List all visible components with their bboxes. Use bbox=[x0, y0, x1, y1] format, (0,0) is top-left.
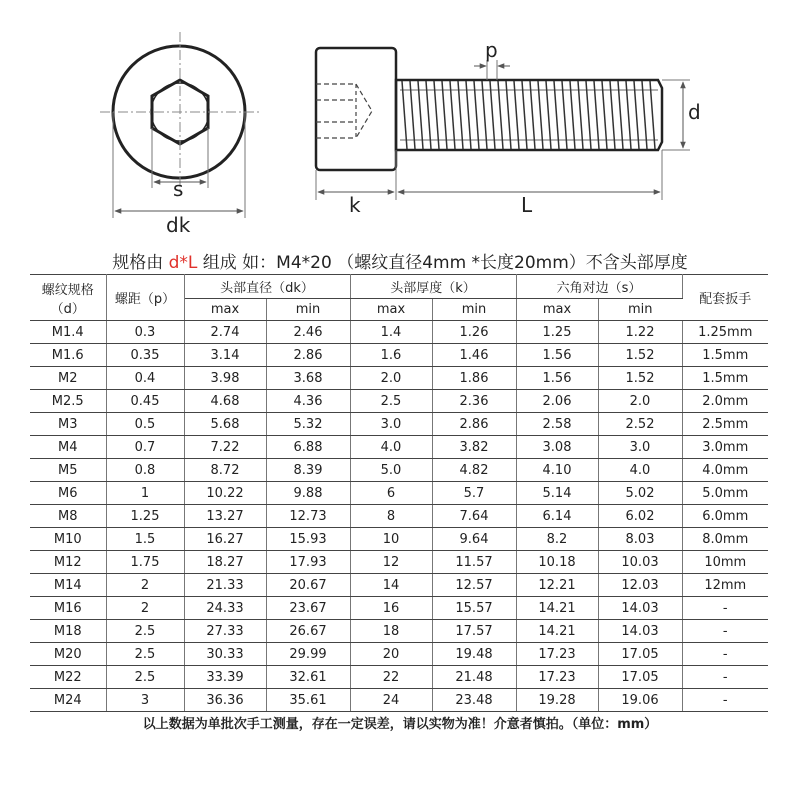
cell-pitch: 1.75 bbox=[106, 551, 184, 574]
cell-thread: M8 bbox=[30, 505, 106, 528]
cell-head-dia-min: 35.61 bbox=[266, 689, 350, 712]
cell-hex-max: 1.56 bbox=[516, 344, 598, 367]
cell-wrench: - bbox=[682, 620, 768, 643]
label-s: s bbox=[173, 177, 184, 201]
cell-hex-max: 1.25 bbox=[516, 321, 598, 344]
cell-thread: M16 bbox=[30, 597, 106, 620]
cell-head-thk-min: 1.86 bbox=[432, 367, 516, 390]
cell-head-thk-max: 2.0 bbox=[350, 367, 432, 390]
cell-head-thk-max: 12 bbox=[350, 551, 432, 574]
cell-hex-max: 6.14 bbox=[516, 505, 598, 528]
spec-table-body bbox=[30, 321, 768, 712]
table-row bbox=[30, 689, 768, 712]
cell-head-dia-max: 7.22 bbox=[184, 436, 266, 459]
cell-pitch: 0.35 bbox=[106, 344, 184, 367]
cell-head-dia-min: 26.67 bbox=[266, 620, 350, 643]
spec-format-note bbox=[0, 248, 800, 273]
cell-head-thk-min: 3.82 bbox=[432, 436, 516, 459]
cell-hex-min: 17.05 bbox=[598, 666, 682, 689]
cell-wrench: 6.0mm bbox=[682, 505, 768, 528]
cell-thread: M3 bbox=[30, 413, 106, 436]
cell-head-dia-max: 33.39 bbox=[184, 666, 266, 689]
cell-head-thk-max: 24 bbox=[350, 689, 432, 712]
cell-head-thk-max: 2.5 bbox=[350, 390, 432, 413]
table-row bbox=[30, 505, 768, 528]
header-hex-across-flats: 六角对边（s） bbox=[516, 275, 682, 299]
cell-wrench: - bbox=[682, 689, 768, 712]
dimension-p bbox=[474, 38, 510, 80]
cell-hex-min: 1.52 bbox=[598, 367, 682, 390]
cell-head-thk-min: 23.48 bbox=[432, 689, 516, 712]
dimension-L bbox=[398, 150, 662, 217]
cell-head-dia-min: 2.86 bbox=[266, 344, 350, 367]
cell-thread: M22 bbox=[30, 666, 106, 689]
cell-hex-min: 2.0 bbox=[598, 390, 682, 413]
cell-head-thk-min: 1.46 bbox=[432, 344, 516, 367]
header-wrench: 配套扳手 bbox=[682, 275, 768, 321]
cell-pitch: 0.3 bbox=[106, 321, 184, 344]
cell-head-thk-max: 10 bbox=[350, 528, 432, 551]
header-max: max bbox=[184, 299, 266, 321]
dimension-d bbox=[662, 80, 701, 150]
header-thread-label: 螺纹规格 bbox=[41, 282, 94, 298]
cell-head-thk-max: 18 bbox=[350, 620, 432, 643]
cell-wrench: - bbox=[682, 666, 768, 689]
cell-pitch: 0.7 bbox=[106, 436, 184, 459]
cell-head-thk-max: 22 bbox=[350, 666, 432, 689]
cell-head-dia-max: 18.27 bbox=[184, 551, 266, 574]
table-row bbox=[30, 597, 768, 620]
cell-hex-min: 1.52 bbox=[598, 344, 682, 367]
cell-pitch: 1.25 bbox=[106, 505, 184, 528]
cell-hex-max: 8.2 bbox=[516, 528, 598, 551]
table-row bbox=[30, 574, 768, 597]
spec-table bbox=[30, 274, 768, 712]
cell-head-dia-min: 5.32 bbox=[266, 413, 350, 436]
cell-hex-max: 14.21 bbox=[516, 620, 598, 643]
cell-wrench: - bbox=[682, 597, 768, 620]
cell-thread: M12 bbox=[30, 551, 106, 574]
cell-head-dia-max: 27.33 bbox=[184, 620, 266, 643]
cell-hex-max: 17.23 bbox=[516, 666, 598, 689]
cell-head-thk-min: 1.26 bbox=[432, 321, 516, 344]
cell-head-dia-min: 32.61 bbox=[266, 666, 350, 689]
cell-head-thk-max: 16 bbox=[350, 597, 432, 620]
cell-head-dia-max: 10.22 bbox=[184, 482, 266, 505]
spec-format-prefix: 规格由 bbox=[112, 253, 169, 273]
header-min: min bbox=[432, 299, 516, 321]
cell-hex-max: 1.56 bbox=[516, 367, 598, 390]
cell-hex-max: 3.08 bbox=[516, 436, 598, 459]
cell-hex-max: 2.06 bbox=[516, 390, 598, 413]
cell-hex-min: 4.0 bbox=[598, 459, 682, 482]
table-row bbox=[30, 321, 768, 344]
cell-wrench: 2.5mm bbox=[682, 413, 768, 436]
spec-format-accent: d*L bbox=[168, 253, 198, 273]
cell-pitch: 2.5 bbox=[106, 643, 184, 666]
cell-head-thk-min: 12.57 bbox=[432, 574, 516, 597]
cell-wrench: 5.0mm bbox=[682, 482, 768, 505]
cell-pitch: 0.45 bbox=[106, 390, 184, 413]
cell-wrench: 1.5mm bbox=[682, 367, 768, 390]
cell-hex-max: 4.10 bbox=[516, 459, 598, 482]
cell-pitch: 2.5 bbox=[106, 620, 184, 643]
cell-hex-max: 2.58 bbox=[516, 413, 598, 436]
cell-wrench: 12mm bbox=[682, 574, 768, 597]
cell-head-thk-min: 19.48 bbox=[432, 643, 516, 666]
table-row bbox=[30, 620, 768, 643]
screw-technical-drawing bbox=[0, 0, 800, 245]
cell-head-dia-max: 24.33 bbox=[184, 597, 266, 620]
cell-thread: M18 bbox=[30, 620, 106, 643]
cell-head-dia-min: 12.73 bbox=[266, 505, 350, 528]
cell-hex-min: 6.02 bbox=[598, 505, 682, 528]
cell-thread: M5 bbox=[30, 459, 106, 482]
cell-head-thk-min: 21.48 bbox=[432, 666, 516, 689]
cell-head-dia-max: 4.68 bbox=[184, 390, 266, 413]
table-row bbox=[30, 436, 768, 459]
cell-head-thk-max: 3.0 bbox=[350, 413, 432, 436]
cell-head-thk-max: 4.0 bbox=[350, 436, 432, 459]
table-row bbox=[30, 413, 768, 436]
cell-head-dia-max: 16.27 bbox=[184, 528, 266, 551]
cell-head-dia-max: 3.14 bbox=[184, 344, 266, 367]
cell-head-thk-max: 14 bbox=[350, 574, 432, 597]
cell-head-dia-min: 23.67 bbox=[266, 597, 350, 620]
cell-hex-min: 19.06 bbox=[598, 689, 682, 712]
cell-hex-max: 14.21 bbox=[516, 597, 598, 620]
cell-head-thk-min: 7.64 bbox=[432, 505, 516, 528]
cell-head-thk-min: 15.57 bbox=[432, 597, 516, 620]
cell-hex-min: 10.03 bbox=[598, 551, 682, 574]
cell-head-thk-max: 8 bbox=[350, 505, 432, 528]
cell-hex-max: 10.18 bbox=[516, 551, 598, 574]
header-thread-unit: （d） bbox=[50, 301, 85, 317]
header-max: max bbox=[350, 299, 432, 321]
cell-head-dia-min: 15.93 bbox=[266, 528, 350, 551]
cell-pitch: 2.5 bbox=[106, 666, 184, 689]
cell-thread: M1.4 bbox=[30, 321, 106, 344]
cell-pitch: 1.5 bbox=[106, 528, 184, 551]
cell-hex-max: 12.21 bbox=[516, 574, 598, 597]
cell-head-dia-min: 9.88 bbox=[266, 482, 350, 505]
cell-thread: M2.5 bbox=[30, 390, 106, 413]
screw-side-view bbox=[316, 48, 662, 170]
header-pitch: 螺距（p） bbox=[106, 275, 184, 321]
table-row bbox=[30, 666, 768, 689]
cell-head-dia-max: 36.36 bbox=[184, 689, 266, 712]
cell-thread: M4 bbox=[30, 436, 106, 459]
cell-pitch: 1 bbox=[106, 482, 184, 505]
label-k: k bbox=[349, 193, 361, 217]
cell-pitch: 0.8 bbox=[106, 459, 184, 482]
cell-head-dia-min: 17.93 bbox=[266, 551, 350, 574]
cell-hex-min: 17.05 bbox=[598, 643, 682, 666]
cell-head-dia-max: 8.72 bbox=[184, 459, 266, 482]
table-row bbox=[30, 390, 768, 413]
table-row bbox=[30, 367, 768, 390]
cell-head-dia-min: 3.68 bbox=[266, 367, 350, 390]
cell-thread: M10 bbox=[30, 528, 106, 551]
table-row bbox=[30, 643, 768, 666]
cell-head-thk-max: 1.4 bbox=[350, 321, 432, 344]
table-row bbox=[30, 482, 768, 505]
table-row bbox=[30, 459, 768, 482]
cell-thread: M14 bbox=[30, 574, 106, 597]
cell-head-dia-min: 20.67 bbox=[266, 574, 350, 597]
label-dk: dk bbox=[166, 213, 191, 237]
header-min: min bbox=[598, 299, 682, 321]
cell-hex-min: 1.22 bbox=[598, 321, 682, 344]
measurement-footnote: 以上数据为单批次手工测量，存在一定误差，请以实物为准！介意者慎拍。（单位：mm） bbox=[142, 717, 658, 732]
cell-wrench: 3.0mm bbox=[682, 436, 768, 459]
cell-hex-min: 5.02 bbox=[598, 482, 682, 505]
cell-head-dia-max: 21.33 bbox=[184, 574, 266, 597]
cell-head-thk-max: 1.6 bbox=[350, 344, 432, 367]
cell-head-thk-min: 2.36 bbox=[432, 390, 516, 413]
cell-head-dia-min: 29.99 bbox=[266, 643, 350, 666]
cell-head-dia-max: 5.68 bbox=[184, 413, 266, 436]
cell-pitch: 2 bbox=[106, 574, 184, 597]
cell-head-dia-min: 8.39 bbox=[266, 459, 350, 482]
head-end-view bbox=[100, 32, 260, 192]
cell-thread: M24 bbox=[30, 689, 106, 712]
cell-hex-min: 14.03 bbox=[598, 620, 682, 643]
cell-head-thk-max: 20 bbox=[350, 643, 432, 666]
cell-head-thk-min: 4.82 bbox=[432, 459, 516, 482]
cell-head-dia-max: 2.74 bbox=[184, 321, 266, 344]
cell-pitch: 0.4 bbox=[106, 367, 184, 390]
header-head-diameter: 头部直径（dk） bbox=[184, 275, 350, 299]
dimension-k bbox=[316, 150, 396, 217]
cell-hex-min: 14.03 bbox=[598, 597, 682, 620]
cell-head-thk-max: 5.0 bbox=[350, 459, 432, 482]
cell-thread: M1.6 bbox=[30, 344, 106, 367]
cell-head-thk-min: 5.7 bbox=[432, 482, 516, 505]
cell-thread: M6 bbox=[30, 482, 106, 505]
cell-head-dia-max: 30.33 bbox=[184, 643, 266, 666]
cell-hex-max: 17.23 bbox=[516, 643, 598, 666]
cell-wrench: 1.25mm bbox=[682, 321, 768, 344]
cell-head-thk-max: 6 bbox=[350, 482, 432, 505]
cell-head-thk-min: 2.86 bbox=[432, 413, 516, 436]
cell-wrench: 10mm bbox=[682, 551, 768, 574]
cell-head-dia-min: 4.36 bbox=[266, 390, 350, 413]
dimension-dk bbox=[113, 112, 245, 237]
cell-thread: M20 bbox=[30, 643, 106, 666]
header-max: max bbox=[516, 299, 598, 321]
label-L: L bbox=[521, 193, 533, 217]
cell-wrench: 1.5mm bbox=[682, 344, 768, 367]
table-row bbox=[30, 344, 768, 367]
cell-wrench: - bbox=[682, 643, 768, 666]
header-min: min bbox=[266, 299, 350, 321]
cell-pitch: 2 bbox=[106, 597, 184, 620]
cell-head-dia-max: 3.98 bbox=[184, 367, 266, 390]
cell-head-dia-min: 6.88 bbox=[266, 436, 350, 459]
label-d: d bbox=[688, 100, 701, 124]
cell-wrench: 4.0mm bbox=[682, 459, 768, 482]
cell-wrench: 2.0mm bbox=[682, 390, 768, 413]
cell-head-thk-min: 9.64 bbox=[432, 528, 516, 551]
table-row bbox=[30, 551, 768, 574]
cell-hex-max: 19.28 bbox=[516, 689, 598, 712]
header-head-thickness: 头部厚度（k） bbox=[350, 275, 516, 299]
cell-hex-min: 2.52 bbox=[598, 413, 682, 436]
cell-head-thk-min: 17.57 bbox=[432, 620, 516, 643]
table-row bbox=[30, 528, 768, 551]
cell-pitch: 0.5 bbox=[106, 413, 184, 436]
cell-hex-min: 12.03 bbox=[598, 574, 682, 597]
cell-head-dia-max: 13.27 bbox=[184, 505, 266, 528]
cell-pitch: 3 bbox=[106, 689, 184, 712]
cell-head-dia-min: 2.46 bbox=[266, 321, 350, 344]
spec-format-suffix: 组成 如：M4*20 （螺纹直径4mm *长度20mm）不含头部厚度 bbox=[197, 253, 688, 273]
label-p: p bbox=[485, 38, 498, 62]
cell-hex-min: 8.03 bbox=[598, 528, 682, 551]
cell-wrench: 8.0mm bbox=[682, 528, 768, 551]
cell-head-thk-min: 11.57 bbox=[432, 551, 516, 574]
cell-hex-min: 3.0 bbox=[598, 436, 682, 459]
header-thread bbox=[30, 275, 106, 321]
cell-thread: M2 bbox=[30, 367, 106, 390]
cell-hex-max: 5.14 bbox=[516, 482, 598, 505]
